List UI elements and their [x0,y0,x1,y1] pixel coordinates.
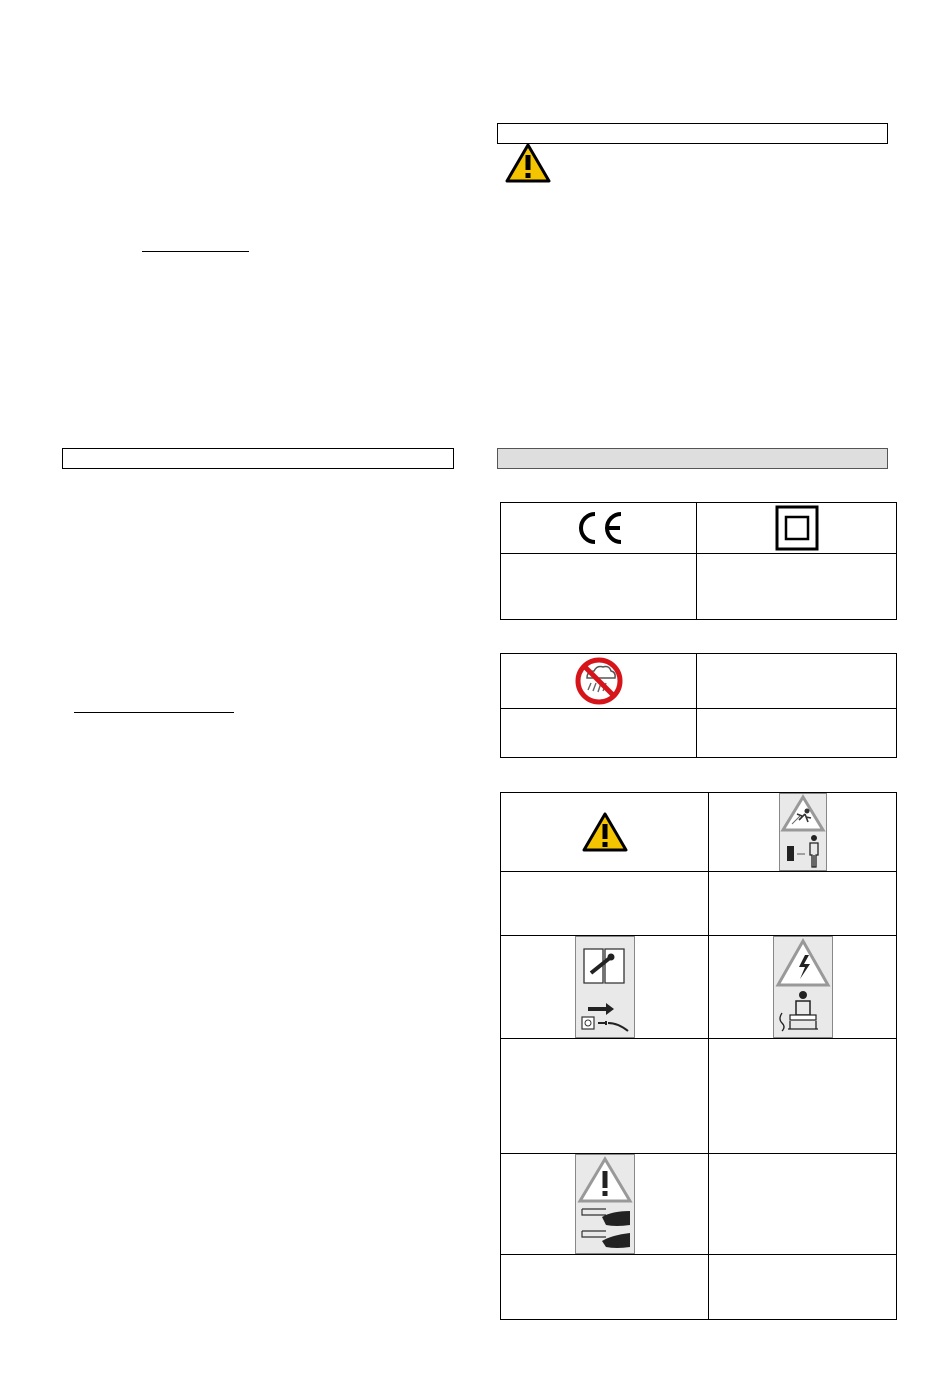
symbols-table-3 [500,792,897,1320]
double-insulation-icon [775,505,819,551]
no-rain-cell [501,654,697,709]
hands-extra-cell [709,1255,897,1320]
no-rain-text-cell [697,654,897,709]
hands-cell [501,1154,709,1255]
electric-cell [709,936,897,1039]
symbols-table-1 [500,502,897,620]
right-grey-section-bar [497,448,888,469]
symbols-table-2 [500,653,897,758]
left-underline-2 [74,712,234,713]
maintenance-description-cell [501,1039,709,1154]
no-rain-icon [574,656,624,706]
hands-text-cell [709,1154,897,1255]
no-rain-extra-cell [697,709,897,758]
electric-shock-icon [773,936,833,1038]
warning-triangle-icon [582,812,628,852]
maintenance-cell [501,936,709,1039]
no-rain-description-cell [501,709,697,758]
ce-description-cell [501,554,697,620]
ce-cell [501,503,697,554]
double-insulation-cell [697,503,897,554]
electric-description-cell [709,1039,897,1154]
keep-hands-away-icon [575,1154,635,1254]
unplug-before-maintenance-icon [575,936,635,1038]
bystanders-description-cell [709,872,897,936]
left-section-bar [62,448,454,469]
general-warning-cell [501,793,709,872]
warning-triangle-icon [505,143,551,183]
right-section-bar [497,123,888,144]
left-underline-1 [142,251,249,252]
keep-bystanders-away-icon [779,793,827,871]
double-insulation-description-cell [697,554,897,620]
ce-mark-icon [573,510,625,546]
bystanders-cell [709,793,897,872]
general-warning-description-cell [501,872,709,936]
hands-description-cell [501,1255,709,1320]
